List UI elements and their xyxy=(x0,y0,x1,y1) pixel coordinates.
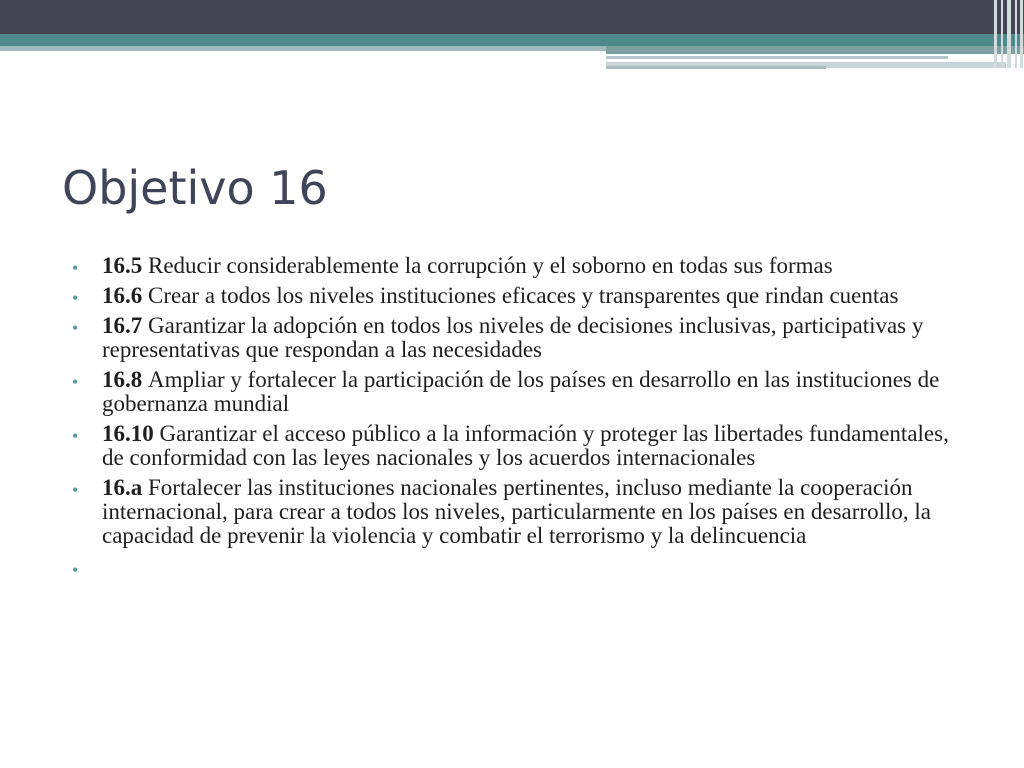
list-item xyxy=(72,314,972,362)
target-text: Garantizar el acceso público a la información y proteger las libertades fundamentales, de conformidad con las leyes nacionales y los acuerdos internacionales xyxy=(102,421,949,470)
target-text: Crear a todos los niveles instituciones eficaces y transparentes que rindan cuentas xyxy=(148,283,899,308)
bullet-icon: • xyxy=(72,426,79,446)
bullet-list xyxy=(72,254,972,586)
target-number: 16.7 xyxy=(102,313,148,338)
bullet-icon: • xyxy=(72,258,79,278)
list-item xyxy=(72,368,972,416)
target-text: Reducir considerablemente la corrupción y el soborno en todas sus formas xyxy=(148,253,833,278)
slide-title: Objetivo 16 xyxy=(62,161,328,215)
list-item xyxy=(72,422,972,470)
target-number: 16.a xyxy=(102,475,148,500)
header-line xyxy=(606,56,948,59)
bullet-icon: • xyxy=(72,372,79,392)
target-text: Ampliar y fortalecer la participación de los países en desarrollo en las instituciones de gobernanza mundial xyxy=(102,367,940,416)
bullet-icon: • xyxy=(72,288,79,308)
header-line xyxy=(606,66,826,69)
header-band-light xyxy=(0,46,606,51)
bullet-icon: • xyxy=(72,318,79,338)
list-item xyxy=(72,284,972,308)
target-number: 16.6 xyxy=(102,283,148,308)
list-item xyxy=(72,476,972,548)
target-text: Fortalecer las instituciones nacionales pertinentes, incluso mediante la cooperación internacional, para crear a todos los niveles, particularmente en los países en desarrollo, la capacidad de prevenir la violencia y combatir el terrorismo y la delincuencia xyxy=(102,475,931,548)
empty-list-item xyxy=(72,556,972,580)
bullet-icon: • xyxy=(72,560,79,580)
bullet-icon: • xyxy=(72,480,79,500)
list-item xyxy=(72,254,972,278)
target-number: 16.5 xyxy=(102,253,148,278)
target-text: Garantizar la adopción en todos los niveles de decisiones inclusivas, participativas y representativas que respondan a las necesidades xyxy=(102,313,924,362)
header-band-teal xyxy=(0,34,1024,46)
header-band-accent xyxy=(606,46,1024,54)
header-edge-stripes xyxy=(990,0,1024,68)
target-number: 16.10 xyxy=(102,421,160,446)
target-number: 16.8 xyxy=(102,367,148,392)
header-band-dark xyxy=(0,0,1024,34)
